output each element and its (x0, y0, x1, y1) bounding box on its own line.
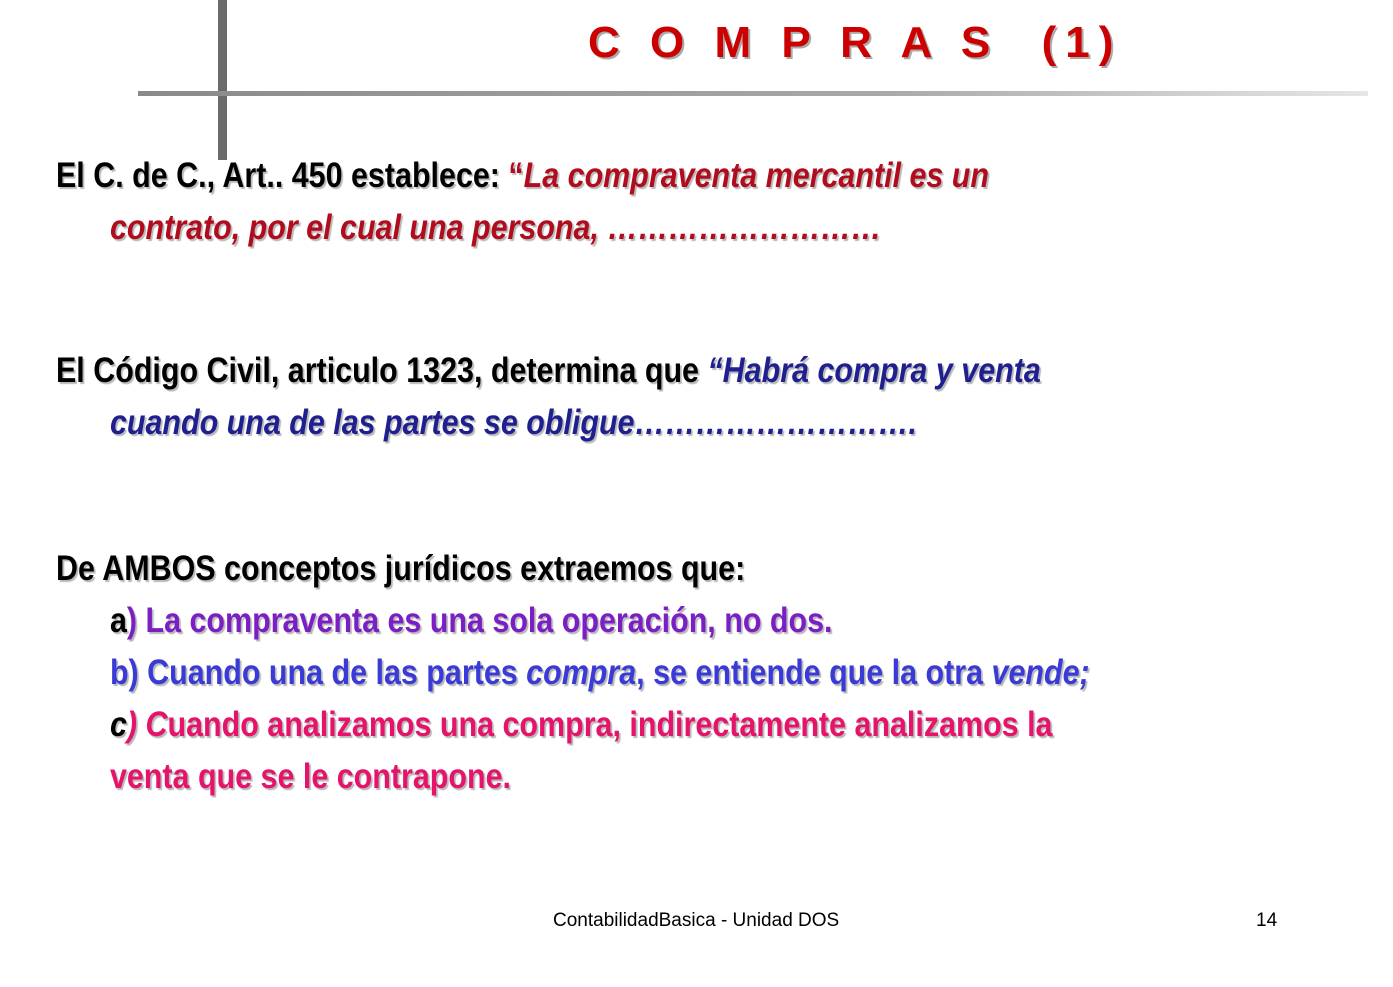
decorative-horizontal-line (138, 91, 1368, 96)
item-a-letter: a (109, 601, 127, 640)
p2-lead: El Código Civil, articulo 1323, determina que (56, 351, 708, 390)
paragraph-conclusions (56, 543, 1204, 803)
p2-line2: cuando una de las partes se obligue………………………. (109, 403, 918, 442)
item-c-paren: ) C (126, 705, 168, 744)
p1-line2: contrato, por el cual una persona, ……………………… (109, 208, 882, 247)
decorative-vertical-line (218, 0, 227, 160)
slide-title: C O M P R A S (1) (588, 18, 1123, 67)
item-c (56, 699, 1204, 751)
item-a-text: ) La compraventa es una sola operación, no dos. (126, 601, 833, 640)
paragraph-codigo-civil (56, 345, 1204, 449)
paragraph-codigo-comercio (56, 150, 1204, 254)
item-c-letter: c (109, 705, 127, 744)
p1-quote-text: La compraventa mercantil es un (523, 156, 990, 195)
p1-lead: El C. de C., Art.. 450 establece: (56, 156, 509, 195)
item-b-part2: , se entiende que la otra (636, 653, 992, 692)
item-b-part1: b) Cuando una de las partes (109, 653, 527, 692)
item-b-vende: vende; (991, 653, 1090, 692)
conclusions-heading: De AMBOS conceptos jurídicos extraemos que: (56, 549, 746, 588)
item-a (56, 595, 1204, 647)
p1-quote-open: “ (508, 156, 524, 195)
p2-quote-text: “Habrá compra y venta (707, 351, 1041, 390)
item-b-compra: compra (526, 653, 637, 692)
item-b (56, 647, 1204, 699)
footer-caption: ContabilidadBasica - Unidad DOS (553, 910, 840, 931)
item-c-line2: venta que se le contrapone. (109, 757, 511, 796)
item-c-text: uando analizamos una compra, indirectamente analizamos la (167, 705, 1053, 744)
page-number: 14 (1256, 910, 1278, 931)
